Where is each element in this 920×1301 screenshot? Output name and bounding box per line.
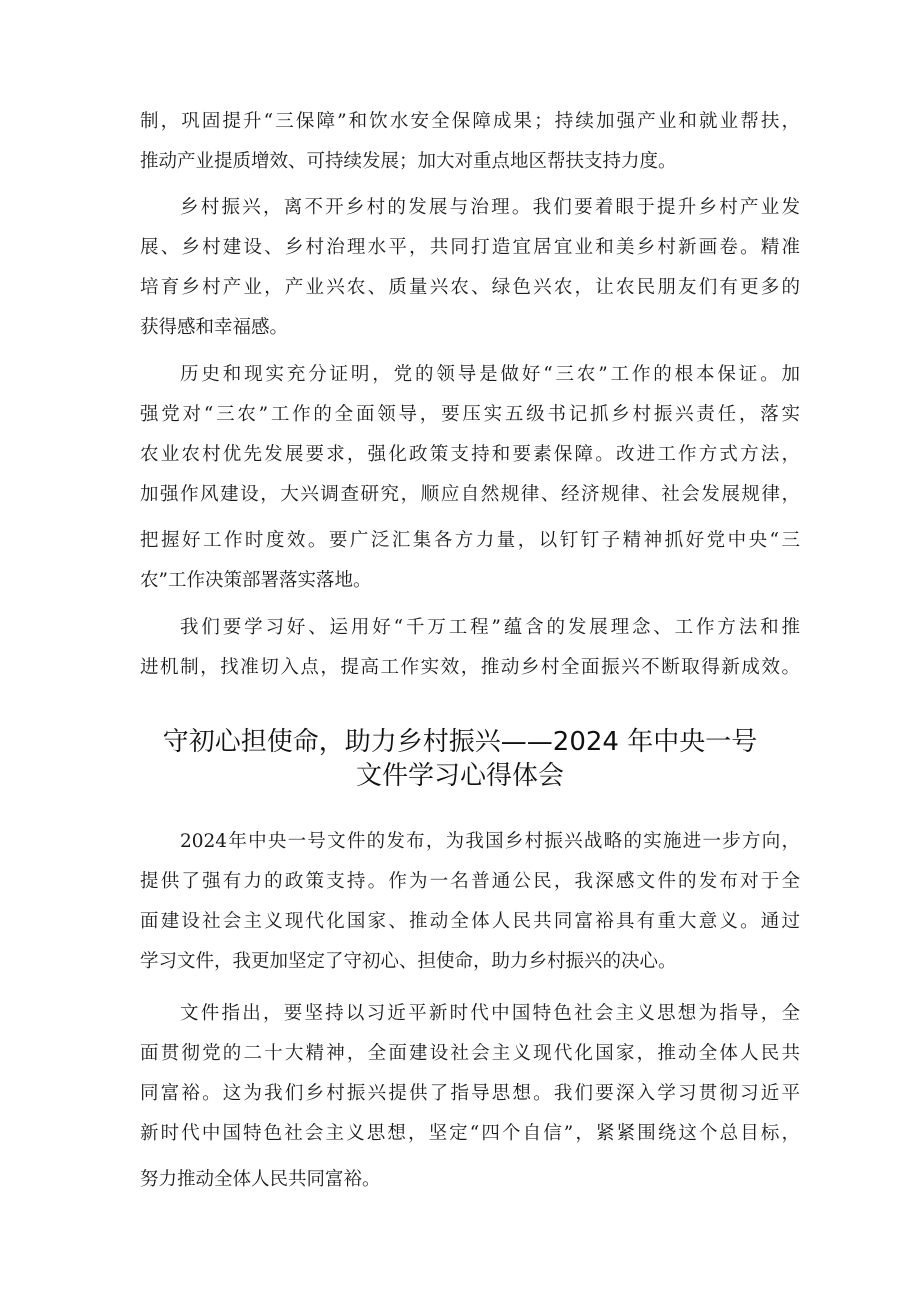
body-line: 新时代中国特色社会主义思想，坚定“四个自信”，紧紧围绕这个总目标， [140,1123,800,1144]
paragraph-first-line: 历史和现实充分证明，党的领导是做好“三农”工作的根本保证。加 [180,364,800,385]
body-line: 努力推动全体人民共同富裕。 [140,1169,381,1190]
body-line: 学习文件，我更加坚定了守初心、担使命，助力乡村振兴的决心。 [140,951,677,972]
paragraph-first-line: 2024年中央一号文件的发布，为我国乡村振兴战略的实施进一步方向， [180,831,800,852]
body-line: 培育乡村产业，产业兴农、质量兴农、绿色兴农，让农民朋友们有更多的 [140,277,800,298]
body-line: 推动产业提质增效、可持续发展；加大对重点地区帮扶支持力度。 [140,151,677,172]
article-title-line-1: 守初心担使命，助力乡村振兴——2024 年中央一号 [162,727,758,757]
body-line: 展、乡村建设、乡村治理水平，共同打造宜居宜业和美乡村新画卷。精准 [140,237,800,258]
body-line: 提供了强有力的政策支持。作为一名普通公民，我深感文件的发布对于全 [140,871,800,892]
body-line: 进机制，找准切入点，提高工作实效，推动乡村全面振兴不断取得新成效。 [140,657,800,678]
body-line: 制，巩固提升“三保障”和饮水安全保障成果；持续加强产业和就业帮扶， [140,111,800,132]
body-line: 面建设社会主义现代化国家、推动全体人民共同富裕具有重大意义。通过 [140,911,800,932]
paragraph-first-line: 乡村振兴，离不开乡村的发展与治理。我们要着眼于提升乡村产业发 [180,197,800,218]
body-line: 农”工作决策部署落实落地。 [140,570,372,591]
body-line: 把握好工作时度效。要广泛汇集各方力量，以钉钉子精神抓好党中央“三 [140,530,800,551]
paragraph-first-line: 文件指出，要坚持以习近平新时代中国特色社会主义思想为指导，全 [180,1003,800,1024]
body-line: 面贯彻党的二十大精神，全面建设社会主义现代化国家，推动全体人民共 [140,1043,800,1064]
paragraph-first-line: 我们要学习好、运用好“千万工程”蕴含的发展理念、工作方法和推 [180,617,800,638]
body-line: 同富裕。这为我们乡村振兴提供了指导思想。我们要深入学习贯彻习近平 [140,1083,800,1104]
body-line: 农业农村优先发展要求，强化政策支持和要素保障。改进工作方式方法， [140,444,800,465]
body-line: 强党对“三农”工作的全面领导，要压实五级书记抓乡村振兴责任，落实 [140,404,800,425]
body-line: 加强作风建设，大兴调查研究，顺应自然规律、经济规律、社会发展规律， [140,484,800,505]
body-line: 获得感和幸福感。 [140,317,289,338]
article-title-line-2: 文件学习心得体会 [355,761,564,791]
